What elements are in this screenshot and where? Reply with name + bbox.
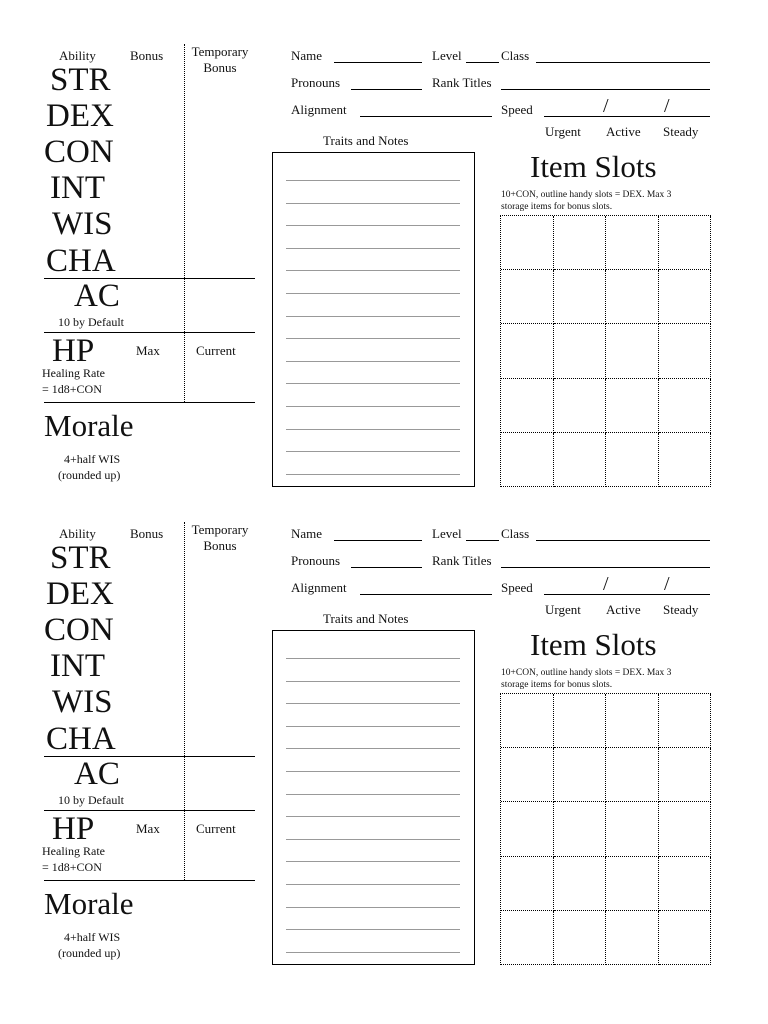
item-slots-note-1: 10+CON, outline handy slots = DEX. Max 3 — [501, 190, 672, 200]
notes-line — [286, 952, 460, 953]
item-slot[interactable] — [659, 379, 712, 433]
ability-header: Ability — [59, 526, 96, 541]
item-slot[interactable] — [501, 694, 554, 748]
divider — [44, 880, 255, 881]
morale-note-2: (rounded up) — [58, 468, 121, 482]
notes-line — [286, 907, 460, 908]
name-label: Name — [291, 526, 323, 541]
notes-line — [286, 726, 460, 727]
item-slot[interactable] — [659, 694, 712, 748]
character-sheet — [0, 40, 768, 518]
hp-max-label: Max — [136, 821, 160, 836]
speed-active-label: Active — [606, 124, 641, 139]
ability-str: STR — [50, 540, 111, 576]
divider — [44, 402, 255, 403]
ability-con: CON — [44, 134, 114, 170]
notes-line — [286, 816, 460, 817]
notes-line — [286, 293, 460, 294]
item-slot[interactable] — [606, 857, 659, 911]
notes-line — [286, 429, 460, 430]
ac-label: AC — [74, 278, 120, 314]
speed-label: Speed — [501, 580, 533, 595]
rank-titles-label: Rank Titles — [432, 75, 492, 90]
pronouns-field[interactable] — [351, 567, 422, 568]
item-slot[interactable] — [554, 433, 607, 487]
class-label: Class — [501, 48, 530, 63]
ability-dex: DEX — [46, 576, 114, 612]
item-slot[interactable] — [606, 433, 659, 487]
ability-int: INT — [50, 170, 105, 206]
traits-notes-title: Traits and Notes — [323, 133, 409, 148]
speed-urgent-label: Urgent — [545, 124, 581, 139]
notes-line — [286, 338, 460, 339]
ac-note: 10 by Default — [58, 315, 124, 329]
level-label: Level — [432, 48, 462, 63]
notes-line — [286, 681, 460, 682]
item-slot[interactable] — [606, 379, 659, 433]
notes-line — [286, 929, 460, 930]
speed-field[interactable] — [544, 594, 710, 595]
character-sheet — [0, 518, 768, 996]
item-slot[interactable] — [501, 270, 554, 324]
item-slots-title: Item Slots — [530, 627, 657, 662]
notes-line — [286, 225, 460, 226]
item-slot[interactable] — [659, 270, 712, 324]
notes-line — [286, 270, 460, 271]
item-slot[interactable] — [659, 748, 712, 802]
hp-current-label: Current — [196, 821, 236, 836]
notes-line — [286, 451, 460, 452]
speed-steady-label: Steady — [663, 602, 699, 617]
level-field[interactable] — [466, 540, 499, 541]
notes-line — [286, 658, 460, 659]
item-slot[interactable] — [501, 802, 554, 856]
item-slot[interactable] — [554, 857, 607, 911]
item-slot[interactable] — [554, 379, 607, 433]
item-slot[interactable] — [606, 324, 659, 378]
notes-line — [286, 861, 460, 862]
item-slot[interactable] — [554, 802, 607, 856]
morale-label: Morale — [44, 408, 134, 443]
item-slots-grid — [500, 215, 711, 487]
item-slot[interactable] — [606, 270, 659, 324]
rank-titles-field[interactable] — [501, 567, 710, 568]
traits-notes-title: Traits and Notes — [323, 611, 409, 626]
speed-steady-label: Steady — [663, 124, 699, 139]
item-slot[interactable] — [659, 802, 712, 856]
item-slot[interactable] — [554, 694, 607, 748]
name-label: Name — [291, 48, 323, 63]
name-field[interactable] — [334, 540, 422, 541]
alignment-label: Alignment — [291, 102, 347, 117]
item-slot[interactable] — [606, 694, 659, 748]
level-label: Level — [432, 526, 462, 541]
rank-titles-label: Rank Titles — [432, 553, 492, 568]
temporary-bonus-header: Temporary Bonus — [191, 44, 249, 75]
item-slots-title: Item Slots — [530, 149, 657, 184]
hp-max-label: Max — [136, 343, 160, 358]
bonus-header: Bonus — [130, 48, 164, 63]
notes-line — [286, 474, 460, 475]
notes-line — [286, 771, 460, 772]
item-slot[interactable] — [606, 216, 659, 270]
item-slot[interactable] — [659, 857, 712, 911]
notes-line — [286, 248, 460, 249]
ability-dex: DEX — [46, 98, 114, 134]
hp-current-label: Current — [196, 343, 236, 358]
class-field[interactable] — [536, 540, 710, 541]
notes-line — [286, 703, 460, 704]
item-slot[interactable] — [554, 216, 607, 270]
alignment-label: Alignment — [291, 580, 347, 595]
healing-rate-label: Healing Rate — [42, 366, 105, 380]
notes-line — [286, 203, 460, 204]
speed-field[interactable] — [544, 116, 710, 117]
morale-note-1: 4+half WIS — [64, 930, 121, 944]
speed-label: Speed — [501, 102, 533, 117]
healing-rate-formula: = 1d8+CON — [42, 860, 102, 874]
notes-line — [286, 794, 460, 795]
item-slot[interactable] — [501, 911, 554, 965]
ability-cha: CHA — [46, 243, 116, 279]
item-slot[interactable] — [659, 216, 712, 270]
item-slot[interactable] — [554, 270, 607, 324]
morale-note-2: (rounded up) — [58, 946, 121, 960]
morale-label: Morale — [44, 886, 134, 921]
item-slots-note-2: storage items for bonus slots. — [501, 202, 613, 212]
ac-note: 10 by Default — [58, 793, 124, 807]
speed-separator: / — [664, 573, 670, 595]
item-slot[interactable] — [554, 748, 607, 802]
ability-con: CON — [44, 612, 114, 648]
notes-line — [286, 361, 460, 362]
class-field[interactable] — [536, 62, 710, 63]
column-divider — [184, 44, 185, 402]
notes-line — [286, 748, 460, 749]
item-slots-note-2: storage items for bonus slots. — [501, 680, 613, 690]
item-slots-grid — [500, 693, 711, 965]
notes-line — [286, 180, 460, 181]
pronouns-label: Pronouns — [291, 553, 341, 568]
morale-note-1: 4+half WIS — [64, 452, 121, 466]
item-slot[interactable] — [554, 324, 607, 378]
hp-label: HP — [52, 333, 95, 369]
notes-line — [286, 839, 460, 840]
item-slot[interactable] — [659, 324, 712, 378]
item-slot[interactable] — [501, 379, 554, 433]
hp-label: HP — [52, 811, 95, 847]
ability-wis: WIS — [52, 206, 113, 242]
name-field[interactable] — [334, 62, 422, 63]
bonus-header: Bonus — [130, 526, 164, 541]
item-slot[interactable] — [606, 802, 659, 856]
ability-header: Ability — [59, 48, 96, 63]
item-slot[interactable] — [501, 324, 554, 378]
alignment-field[interactable] — [360, 116, 492, 117]
item-slot[interactable] — [501, 748, 554, 802]
ability-cha: CHA — [46, 721, 116, 757]
pronouns-field[interactable] — [351, 89, 422, 90]
speed-active-label: Active — [606, 602, 641, 617]
ability-wis: WIS — [52, 684, 113, 720]
notes-line — [286, 884, 460, 885]
alignment-field[interactable] — [360, 594, 492, 595]
item-slot[interactable] — [501, 216, 554, 270]
speed-separator: / — [603, 573, 609, 595]
ac-label: AC — [74, 756, 120, 792]
temporary-bonus-header: Temporary Bonus — [191, 522, 249, 553]
item-slot[interactable] — [606, 911, 659, 965]
speed-separator: / — [603, 95, 609, 117]
speed-separator: / — [664, 95, 670, 117]
ability-int: INT — [50, 648, 105, 684]
item-slot[interactable] — [501, 433, 554, 487]
class-label: Class — [501, 526, 530, 541]
speed-urgent-label: Urgent — [545, 602, 581, 617]
item-slot[interactable] — [659, 911, 712, 965]
item-slot[interactable] — [659, 433, 712, 487]
pronouns-label: Pronouns — [291, 75, 341, 90]
healing-rate-label: Healing Rate — [42, 844, 105, 858]
notes-line — [286, 383, 460, 384]
rank-titles-field[interactable] — [501, 89, 710, 90]
level-field[interactable] — [466, 62, 499, 63]
notes-line — [286, 406, 460, 407]
column-divider — [184, 522, 185, 880]
healing-rate-formula: = 1d8+CON — [42, 382, 102, 396]
item-slot[interactable] — [501, 857, 554, 911]
item-slot[interactable] — [606, 748, 659, 802]
notes-line — [286, 316, 460, 317]
item-slots-note-1: 10+CON, outline handy slots = DEX. Max 3 — [501, 668, 672, 678]
item-slot[interactable] — [554, 911, 607, 965]
ability-str: STR — [50, 62, 111, 98]
